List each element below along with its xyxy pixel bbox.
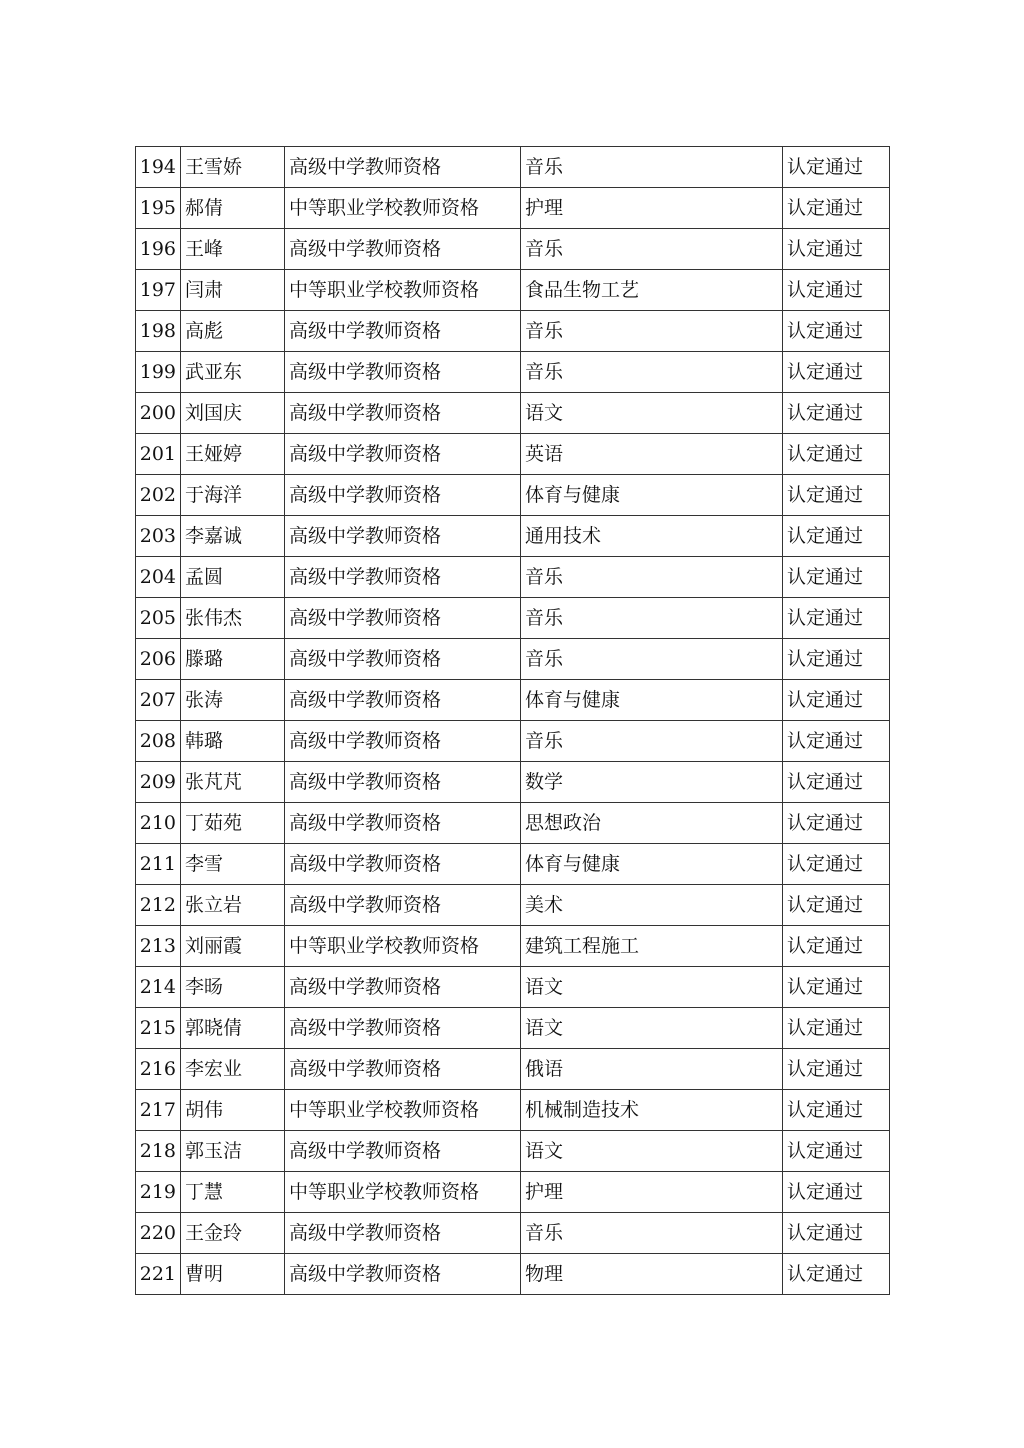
qualification-type: 中等职业学校教师资格 <box>285 188 521 229</box>
applicant-name: 张涛 <box>181 680 285 721</box>
result-status: 认定通过 <box>783 434 890 475</box>
result-status: 认定通过 <box>783 1172 890 1213</box>
row-number: 201 <box>136 434 181 475</box>
result-status: 认定通过 <box>783 680 890 721</box>
applicant-name: 李雪 <box>181 844 285 885</box>
qualification-type: 高级中学教师资格 <box>285 721 521 762</box>
qualification-type: 中等职业学校教师资格 <box>285 926 521 967</box>
qualification-type: 高级中学教师资格 <box>285 475 521 516</box>
results-table <box>135 146 890 1295</box>
row-number: 194 <box>136 147 181 188</box>
qualification-type: 高级中学教师资格 <box>285 229 521 270</box>
applicant-name: 王雪娇 <box>181 147 285 188</box>
result-status: 认定通过 <box>783 1008 890 1049</box>
result-status: 认定通过 <box>783 598 890 639</box>
subject: 物理 <box>521 1254 783 1295</box>
subject: 护理 <box>521 1172 783 1213</box>
applicant-name: 武亚东 <box>181 352 285 393</box>
qualification-type: 高级中学教师资格 <box>285 147 521 188</box>
subject: 机械制造技术 <box>521 1090 783 1131</box>
qualification-type: 中等职业学校教师资格 <box>285 270 521 311</box>
row-number: 217 <box>136 1090 181 1131</box>
qualification-type: 高级中学教师资格 <box>285 1131 521 1172</box>
result-status: 认定通过 <box>783 762 890 803</box>
table-row <box>136 516 890 557</box>
row-number: 211 <box>136 844 181 885</box>
row-number: 218 <box>136 1131 181 1172</box>
applicant-name: 胡伟 <box>181 1090 285 1131</box>
applicant-name: 闫肃 <box>181 270 285 311</box>
applicant-name: 李宏业 <box>181 1049 285 1090</box>
applicant-name: 张伟杰 <box>181 598 285 639</box>
subject: 语文 <box>521 1008 783 1049</box>
subject: 建筑工程施工 <box>521 926 783 967</box>
applicant-name: 丁慧 <box>181 1172 285 1213</box>
subject: 数学 <box>521 762 783 803</box>
subject: 俄语 <box>521 1049 783 1090</box>
subject: 音乐 <box>521 1213 783 1254</box>
qualification-type: 高级中学教师资格 <box>285 762 521 803</box>
qualification-type: 高级中学教师资格 <box>285 1254 521 1295</box>
result-status: 认定通过 <box>783 1254 890 1295</box>
result-status: 认定通过 <box>783 1049 890 1090</box>
applicant-name: 于海洋 <box>181 475 285 516</box>
table-row <box>136 926 890 967</box>
table-row <box>136 475 890 516</box>
qualification-type: 高级中学教师资格 <box>285 352 521 393</box>
table-row <box>136 1131 890 1172</box>
row-number: 212 <box>136 885 181 926</box>
subject: 通用技术 <box>521 516 783 557</box>
result-status: 认定通过 <box>783 147 890 188</box>
applicant-name: 曹明 <box>181 1254 285 1295</box>
result-status: 认定通过 <box>783 352 890 393</box>
result-status: 认定通过 <box>783 639 890 680</box>
table-row <box>136 270 890 311</box>
applicant-name: 郭晓倩 <box>181 1008 285 1049</box>
result-status: 认定通过 <box>783 188 890 229</box>
table-row <box>136 762 890 803</box>
subject: 美术 <box>521 885 783 926</box>
result-status: 认定通过 <box>783 926 890 967</box>
applicant-name: 王峰 <box>181 229 285 270</box>
result-status: 认定通过 <box>783 229 890 270</box>
table-row <box>136 434 890 475</box>
result-status: 认定通过 <box>783 270 890 311</box>
applicant-name: 韩璐 <box>181 721 285 762</box>
result-status: 认定通过 <box>783 844 890 885</box>
subject: 语文 <box>521 1131 783 1172</box>
applicant-name: 高彪 <box>181 311 285 352</box>
qualification-type: 高级中学教师资格 <box>285 598 521 639</box>
qualification-type: 高级中学教师资格 <box>285 844 521 885</box>
table-row <box>136 885 890 926</box>
result-status: 认定通过 <box>783 1131 890 1172</box>
table-row <box>136 844 890 885</box>
row-number: 197 <box>136 270 181 311</box>
applicant-name: 李旸 <box>181 967 285 1008</box>
applicant-name: 王金玲 <box>181 1213 285 1254</box>
row-number: 207 <box>136 680 181 721</box>
applicant-name: 丁茹苑 <box>181 803 285 844</box>
row-number: 216 <box>136 1049 181 1090</box>
applicant-name: 王娅婷 <box>181 434 285 475</box>
table-row <box>136 721 890 762</box>
qualification-type: 高级中学教师资格 <box>285 1049 521 1090</box>
qualification-type: 高级中学教师资格 <box>285 680 521 721</box>
row-number: 206 <box>136 639 181 680</box>
applicant-name: 张芃芃 <box>181 762 285 803</box>
subject: 语文 <box>521 967 783 1008</box>
row-number: 208 <box>136 721 181 762</box>
subject: 音乐 <box>521 557 783 598</box>
row-number: 196 <box>136 229 181 270</box>
result-status: 认定通过 <box>783 393 890 434</box>
subject: 音乐 <box>521 229 783 270</box>
qualification-type: 高级中学教师资格 <box>285 393 521 434</box>
row-number: 220 <box>136 1213 181 1254</box>
qualification-type: 高级中学教师资格 <box>285 516 521 557</box>
subject: 体育与健康 <box>521 680 783 721</box>
table-row <box>136 229 890 270</box>
table-row <box>136 598 890 639</box>
applicant-name: 孟圆 <box>181 557 285 598</box>
subject: 音乐 <box>521 639 783 680</box>
table-row <box>136 1254 890 1295</box>
result-status: 认定通过 <box>783 557 890 598</box>
table-row <box>136 639 890 680</box>
row-number: 195 <box>136 188 181 229</box>
result-status: 认定通过 <box>783 516 890 557</box>
subject: 音乐 <box>521 147 783 188</box>
table-row <box>136 147 890 188</box>
result-status: 认定通过 <box>783 475 890 516</box>
result-status: 认定通过 <box>783 721 890 762</box>
table-row <box>136 680 890 721</box>
applicant-name: 刘国庆 <box>181 393 285 434</box>
row-number: 214 <box>136 967 181 1008</box>
table-row <box>136 1008 890 1049</box>
row-number: 200 <box>136 393 181 434</box>
subject: 音乐 <box>521 721 783 762</box>
row-number: 219 <box>136 1172 181 1213</box>
table-body <box>136 147 890 1295</box>
row-number: 210 <box>136 803 181 844</box>
applicant-name: 滕璐 <box>181 639 285 680</box>
subject: 音乐 <box>521 598 783 639</box>
qualification-type: 高级中学教师资格 <box>285 1008 521 1049</box>
row-number: 202 <box>136 475 181 516</box>
applicant-name: 刘丽霞 <box>181 926 285 967</box>
row-number: 204 <box>136 557 181 598</box>
applicant-name: 郭玉洁 <box>181 1131 285 1172</box>
row-number: 209 <box>136 762 181 803</box>
qualification-type: 高级中学教师资格 <box>285 434 521 475</box>
table-row <box>136 1213 890 1254</box>
result-status: 认定通过 <box>783 885 890 926</box>
subject: 体育与健康 <box>521 844 783 885</box>
applicant-name: 郝倩 <box>181 188 285 229</box>
qualification-type: 高级中学教师资格 <box>285 557 521 598</box>
subject: 英语 <box>521 434 783 475</box>
result-status: 认定通过 <box>783 1090 890 1131</box>
subject: 护理 <box>521 188 783 229</box>
row-number: 198 <box>136 311 181 352</box>
qualification-type: 高级中学教师资格 <box>285 639 521 680</box>
row-number: 199 <box>136 352 181 393</box>
result-status: 认定通过 <box>783 803 890 844</box>
row-number: 215 <box>136 1008 181 1049</box>
applicant-name: 张立岩 <box>181 885 285 926</box>
subject: 思想政治 <box>521 803 783 844</box>
qualification-type: 高级中学教师资格 <box>285 885 521 926</box>
row-number: 203 <box>136 516 181 557</box>
applicant-name: 李嘉诚 <box>181 516 285 557</box>
qualification-type: 高级中学教师资格 <box>285 803 521 844</box>
table-row <box>136 393 890 434</box>
result-status: 认定通过 <box>783 1213 890 1254</box>
table-row <box>136 1172 890 1213</box>
table-row <box>136 188 890 229</box>
subject: 语文 <box>521 393 783 434</box>
table-row <box>136 352 890 393</box>
qualification-type: 高级中学教师资格 <box>285 967 521 1008</box>
table-row <box>136 803 890 844</box>
table-row <box>136 967 890 1008</box>
qualification-type: 中等职业学校教师资格 <box>285 1090 521 1131</box>
result-status: 认定通过 <box>783 967 890 1008</box>
table-row <box>136 557 890 598</box>
qualification-type: 高级中学教师资格 <box>285 311 521 352</box>
table-row <box>136 311 890 352</box>
subject: 体育与健康 <box>521 475 783 516</box>
row-number: 205 <box>136 598 181 639</box>
table-row <box>136 1049 890 1090</box>
row-number: 213 <box>136 926 181 967</box>
subject: 音乐 <box>521 352 783 393</box>
qualification-type: 中等职业学校教师资格 <box>285 1172 521 1213</box>
row-number: 221 <box>136 1254 181 1295</box>
subject: 音乐 <box>521 311 783 352</box>
result-status: 认定通过 <box>783 311 890 352</box>
table-row <box>136 1090 890 1131</box>
qualification-type: 高级中学教师资格 <box>285 1213 521 1254</box>
subject: 食品生物工艺 <box>521 270 783 311</box>
